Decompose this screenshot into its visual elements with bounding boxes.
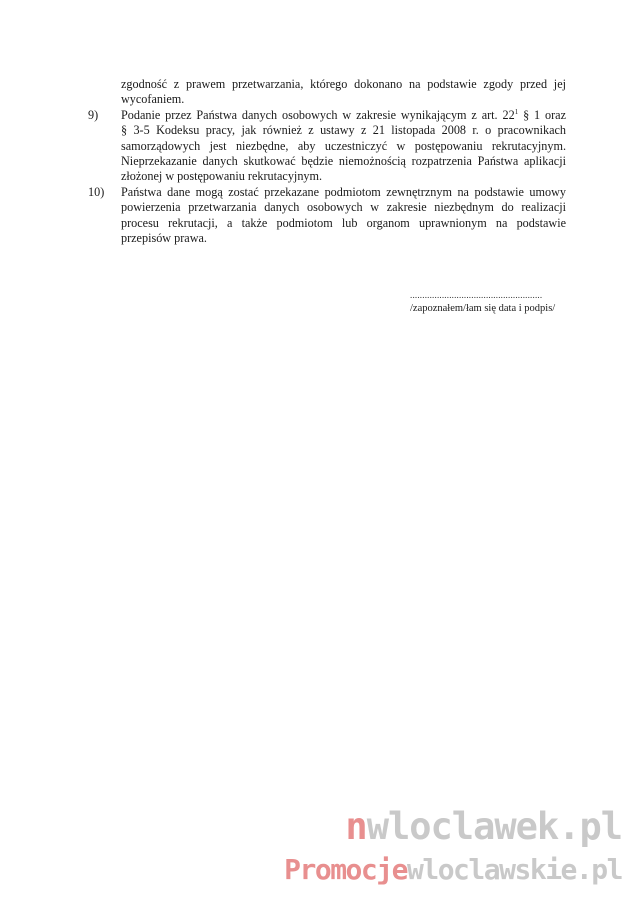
text-line: Państwa dane mogą zostać przekazane podmiotom zewnętrznym na podstawie umowy <box>121 184 566 199</box>
text-line: zgodność z prawem przetwarzania, którego dokonano na podstawie zgody przed jej <box>121 77 566 91</box>
signature-caption: /zapoznałem/łam się data i podpis/ <box>410 303 556 314</box>
text-line: procesu rekrutacji, a także podmiotom lub organom uprawnionym na podstawie <box>121 215 566 230</box>
watermark-line-2 <box>222 853 622 886</box>
text-line: złożonej w postępowaniu rekrutacyjnym. <box>121 169 323 184</box>
text-line: samorządowych jest niezbędne, aby uczestniczyć w postępowaniu rekrutacyjnym. <box>121 138 566 153</box>
text-line <box>121 108 566 123</box>
watermark-line-1 <box>222 805 622 848</box>
signature-block <box>410 288 570 316</box>
document-body <box>88 77 566 246</box>
watermark-gray-text: wloclawek.pl <box>366 805 622 848</box>
signature-line: ...................................................... <box>410 290 543 300</box>
list-item-10 <box>88 185 566 247</box>
watermark-red-text: Promocje <box>284 853 407 886</box>
text-line-start: Podanie przez Państwa danych osobowych w zakresie wynikającym z art. 22 <box>121 107 515 122</box>
watermark-gray-text: wloclawskie.pl <box>406 853 622 886</box>
watermark-red-text: n <box>345 805 367 848</box>
text-line: powierzenia przetwarzania danych osobowych w zakresie niezbędnym do realizacji <box>121 200 566 215</box>
text-line: wycofaniem. <box>121 92 185 107</box>
list-item-9 <box>88 108 566 185</box>
text-line: § 3-5 Kodeksu pracy, jak również z ustawy z 21 listopada 2008 r. o pracownikach <box>121 123 566 138</box>
text-line: przepisów prawa. <box>121 231 207 246</box>
text-line-end: § 1 oraz <box>518 107 566 122</box>
list-item-number: 9) <box>88 107 99 122</box>
text-line: Nieprzekazanie danych skutkować będzie niemożnością rozpatrzenia Państwa aplikacji <box>121 154 566 169</box>
list-item-number: 10) <box>88 184 105 199</box>
continuation-paragraph <box>121 77 566 108</box>
superscript: 1 <box>514 107 519 116</box>
